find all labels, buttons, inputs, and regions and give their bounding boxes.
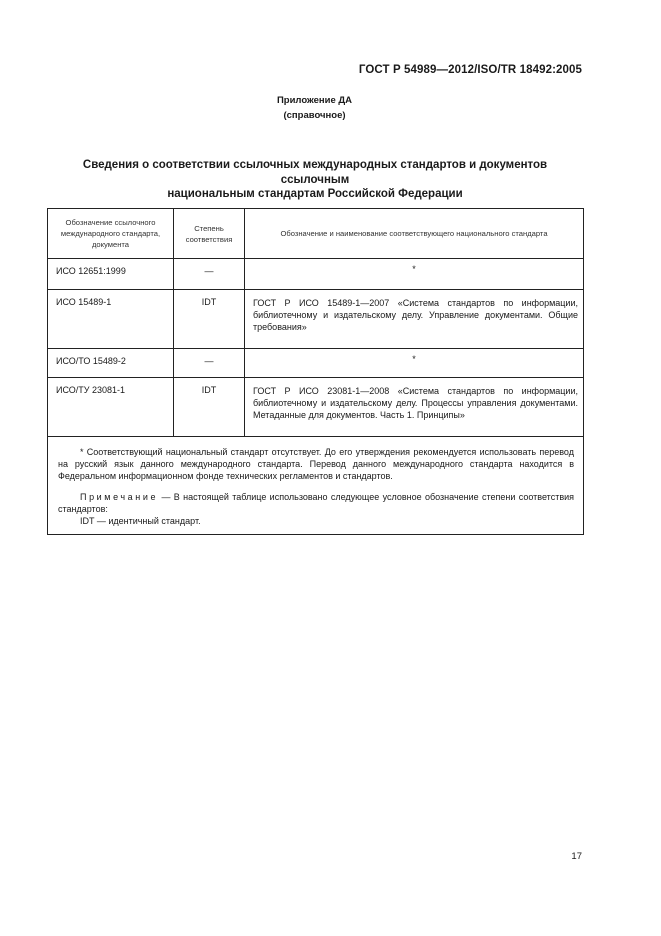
table-header-row [48, 209, 584, 259]
table-row [48, 259, 584, 290]
appendix-title: Приложение ДА [276, 95, 353, 106]
column-header-degree: Степень соответствия [174, 209, 245, 259]
note-item: IDT — идентичный стандарт. [80, 516, 201, 526]
note [58, 491, 574, 515]
cell-designation: ИСО 12651:1999 [48, 259, 174, 290]
cell-designation: ИСО/ТО 15489-2 [48, 349, 174, 378]
cell-national-standard: * [245, 259, 584, 290]
table-notes-row [48, 437, 584, 535]
table-row [48, 290, 584, 349]
appendix-subtitle: (справочное) [283, 110, 346, 121]
cell-degree: — [174, 259, 245, 290]
cell-designation: ИСО/ТУ 23081-1 [48, 378, 174, 437]
column-header-designation: Обозначение ссылочного международного стандарта, документа [48, 209, 174, 259]
cell-degree: IDT [174, 378, 245, 437]
note-label: Примечание [80, 492, 159, 502]
note-text: — В настоящей таблице использовано следующее условное обозначение степени соответствия стандартов: [58, 492, 574, 514]
section-heading [48, 158, 582, 202]
document-code: ГОСТ Р 54989—2012/ISO/TR 18492:2005 [358, 64, 582, 76]
cell-designation: ИСО 15489-1 [48, 290, 174, 349]
cell-national-standard: ГОСТ Р ИСО 23081-1—2008 «Система стандартов по информации, библиотечному и издательскому делу. Процессы управления документами. Метаданные для документов. Часть 1. Принципы» [245, 378, 584, 437]
table-notes [48, 437, 584, 535]
cell-national-standard: * [245, 349, 584, 378]
footnote: * Соответствующий национальный стандарт отсутствует. До его утверждения рекомендуется использовать перевод на русский язык данного международного стандарта. Перевод данного международного стандарта находится в Федеральном информационном фонде технических регламентов и стандартов. [58, 447, 574, 481]
page-number: 17 [571, 851, 582, 862]
column-header-national-standard: Обозначение и наименование соответствующего национального стандарта [245, 209, 584, 259]
correspondence-table [47, 208, 584, 535]
table-row [48, 378, 584, 437]
table-row [48, 349, 584, 378]
section-heading-line-1: Сведения о соответствии ссылочных международных стандартов и документов ссылочным [82, 159, 548, 186]
section-heading-line-2: национальным стандартам Российской Федерации [167, 188, 463, 200]
cell-national-standard: ГОСТ Р ИСО 15489-1—2007 «Система стандартов по информации, библиотечному и издательскому делу. Управление документами. Общие требования» [245, 290, 584, 349]
cell-degree: — [174, 349, 245, 378]
cell-degree: IDT [174, 290, 245, 349]
